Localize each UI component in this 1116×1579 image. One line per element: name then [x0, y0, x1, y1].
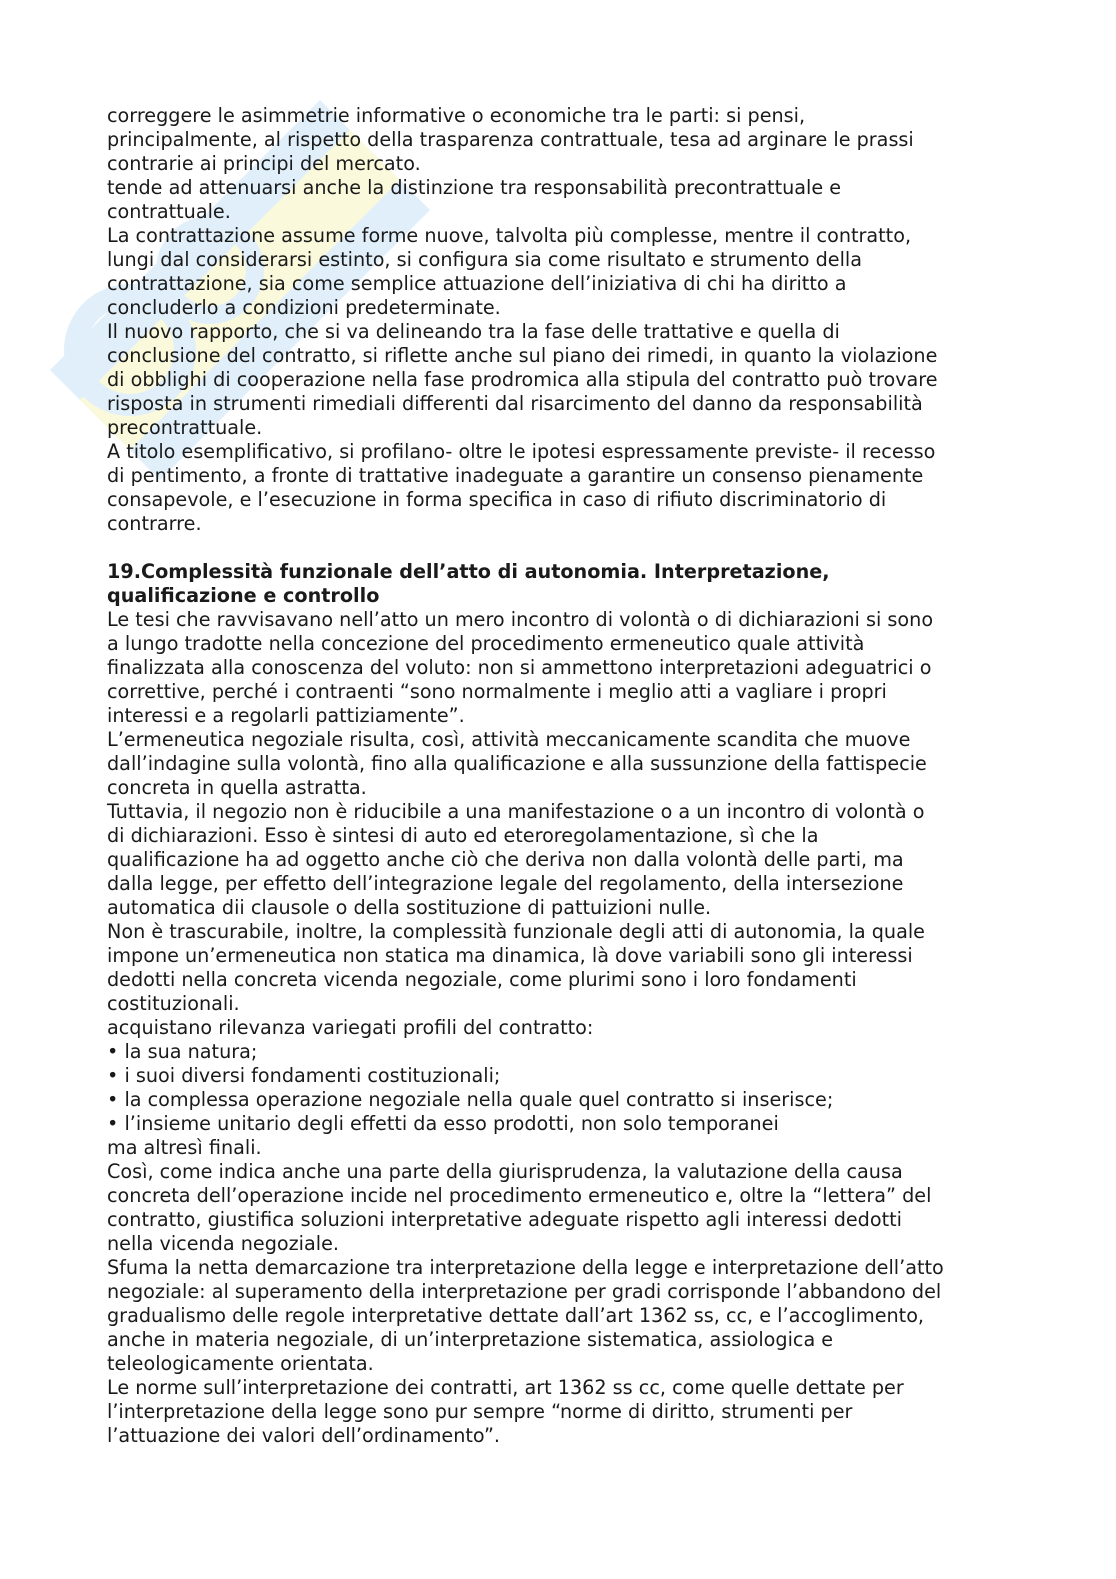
bullet-icon: • — [107, 1064, 119, 1087]
section-paragraph: acquistano rilevanza variegati profili del contratto: — [107, 1016, 594, 1039]
section-paragraph: Sfuma la netta demarcazione tra interpretazione della legge e interpretazione dell’atto negoziale: al superamento della interpretazione per gradi corrisponde l’abbandono del gradualismo delle regole interpretative dettate dall’art 1362 ss, cc, e l’accoglimento, anche in materia negoziale, di un’interpretazione sistematica, assiologica e teleologicamente orientata. — [107, 1256, 944, 1375]
section-paragraph: Le tesi che ravvisavano nell’atto un mero incontro di volontà o di dichiarazioni si sono a lungo tradotte nella concezione del procedimento ermeneutico quale attività finalizzata alla conoscenza del voluto: non si ammettono interpretazioni adeguatrici o correttive, perché i contraenti “sono normalmente i meglio atti a vagliare i propri interessi e a regolarli pattiziamente”. — [107, 608, 934, 727]
list-item-text: l’insieme unitario degli effetti da esso prodotti, non solo temporanei — [124, 1112, 779, 1135]
list-item-text: la sua natura; — [124, 1040, 258, 1063]
intro-paragraph: correggere le asimmetrie informative o economiche tra le parti: si pensi, principalmente, al rispetto della trasparenza contrattuale, tesa ad arginare le prassi contrarie ai principi del mercato. — [107, 104, 914, 175]
document-page — [107, 104, 1007, 1448]
list-item-text: la complessa operazione negoziale nella quale quel contratto si inserisce; — [124, 1088, 834, 1111]
profiles-list — [107, 1040, 1007, 1136]
bullet-icon: • — [107, 1040, 119, 1063]
list-item — [107, 1064, 1007, 1088]
list-item — [107, 1040, 1007, 1064]
section-paragraph: Così, come indica anche una parte della giurisprudenza, la valutazione della causa concreta dell’operazione incide nel procedimento ermeneutico e, oltre la “lettera” del contratto, giustifica soluzioni interpretative adeguate rispetto agli interessi dedotti nella vicenda negoziale. — [107, 1160, 932, 1255]
section-spacer — [107, 536, 1007, 560]
section-paragraph: Le norme sull’interpretazione dei contratti, art 1362 ss cc, come quelle dettate per l’interpretazione della legge sono pur sempre “norme di diritto, strumenti per l’attuazione dei valori dell’ordinamento”. — [107, 1376, 904, 1447]
intro-paragraph: Il nuovo rapporto, che si va delineando tra la fase delle trattative e quella di conclusione del contratto, si riflette anche sul piano dei rimedi, in quanto la violazione di obblighi di cooperazione nella fase prodromica alla stipula del contratto può trovare risposta in strumenti rimediali differenti dal risarcimento del danno da responsabilità precontrattuale. — [107, 320, 938, 439]
section-paragraph: ma altresì finali. — [107, 1136, 262, 1159]
bullet-icon: • — [107, 1088, 119, 1111]
list-item — [107, 1088, 1007, 1112]
section-heading: 19.Complessità funzionale dell’atto di autonomia. Interpretazione, qualificazione e controllo — [107, 560, 830, 607]
list-item-text: i suoi diversi fondamenti costituzionali; — [124, 1064, 501, 1087]
list-item — [107, 1112, 1007, 1136]
intro-paragraph: tende ad attenuarsi anche la distinzione tra responsabilità precontrattuale e contrattuale. — [107, 176, 842, 223]
intro-paragraph: La contrattazione assume forme nuove, talvolta più complesse, mentre il contratto, lungi dal considerarsi estinto, si configura sia come risultato e strumento della contrattazione, sia come semplice attuazione dell’iniziativa di chi ha diritto a concluderlo a condizioni predeterminate. — [107, 224, 912, 319]
section-paragraph: Tuttavia, il negozio non è riducibile a una manifestazione o a un incontro di volontà o di dichiarazioni. Esso è sintesi di auto ed eteroregolamentazione, sì che la qualificazione ha ad oggetto anche ciò che deriva non dalla volontà delle parti, ma dalla legge, per effetto dell’integrazione legale del regolamento, della intersezione automatica dii clausole o della sostituzione di pattuizioni nulle. — [107, 800, 925, 919]
section-paragraph: L’ermeneutica negoziale risulta, così, attività meccanicamente scandita che muove dall’indagine sulla volontà, fino alla qualificazione e alla sussunzione della fattispecie concreta in quella astratta. — [107, 728, 927, 799]
bullet-icon: • — [107, 1112, 119, 1135]
section-paragraph: Non è trascurabile, inoltre, la complessità funzionale degli atti di autonomia, la quale impone un’ermeneutica non statica ma dinamica, là dove variabili sono gli interessi dedotti nella concreta vicenda negoziale, come plurimi sono i loro fondamenti costituzionali. — [107, 920, 925, 1015]
intro-paragraph: A titolo esemplificativo, si profilano- oltre le ipotesi espressamente previste- il recesso di pentimento, a fronte di trattative inadeguate a garantire un consenso pienamente consapevole, e l’esecuzione in forma specifica in caso di rifiuto discriminatorio di contrarre. — [107, 440, 936, 535]
